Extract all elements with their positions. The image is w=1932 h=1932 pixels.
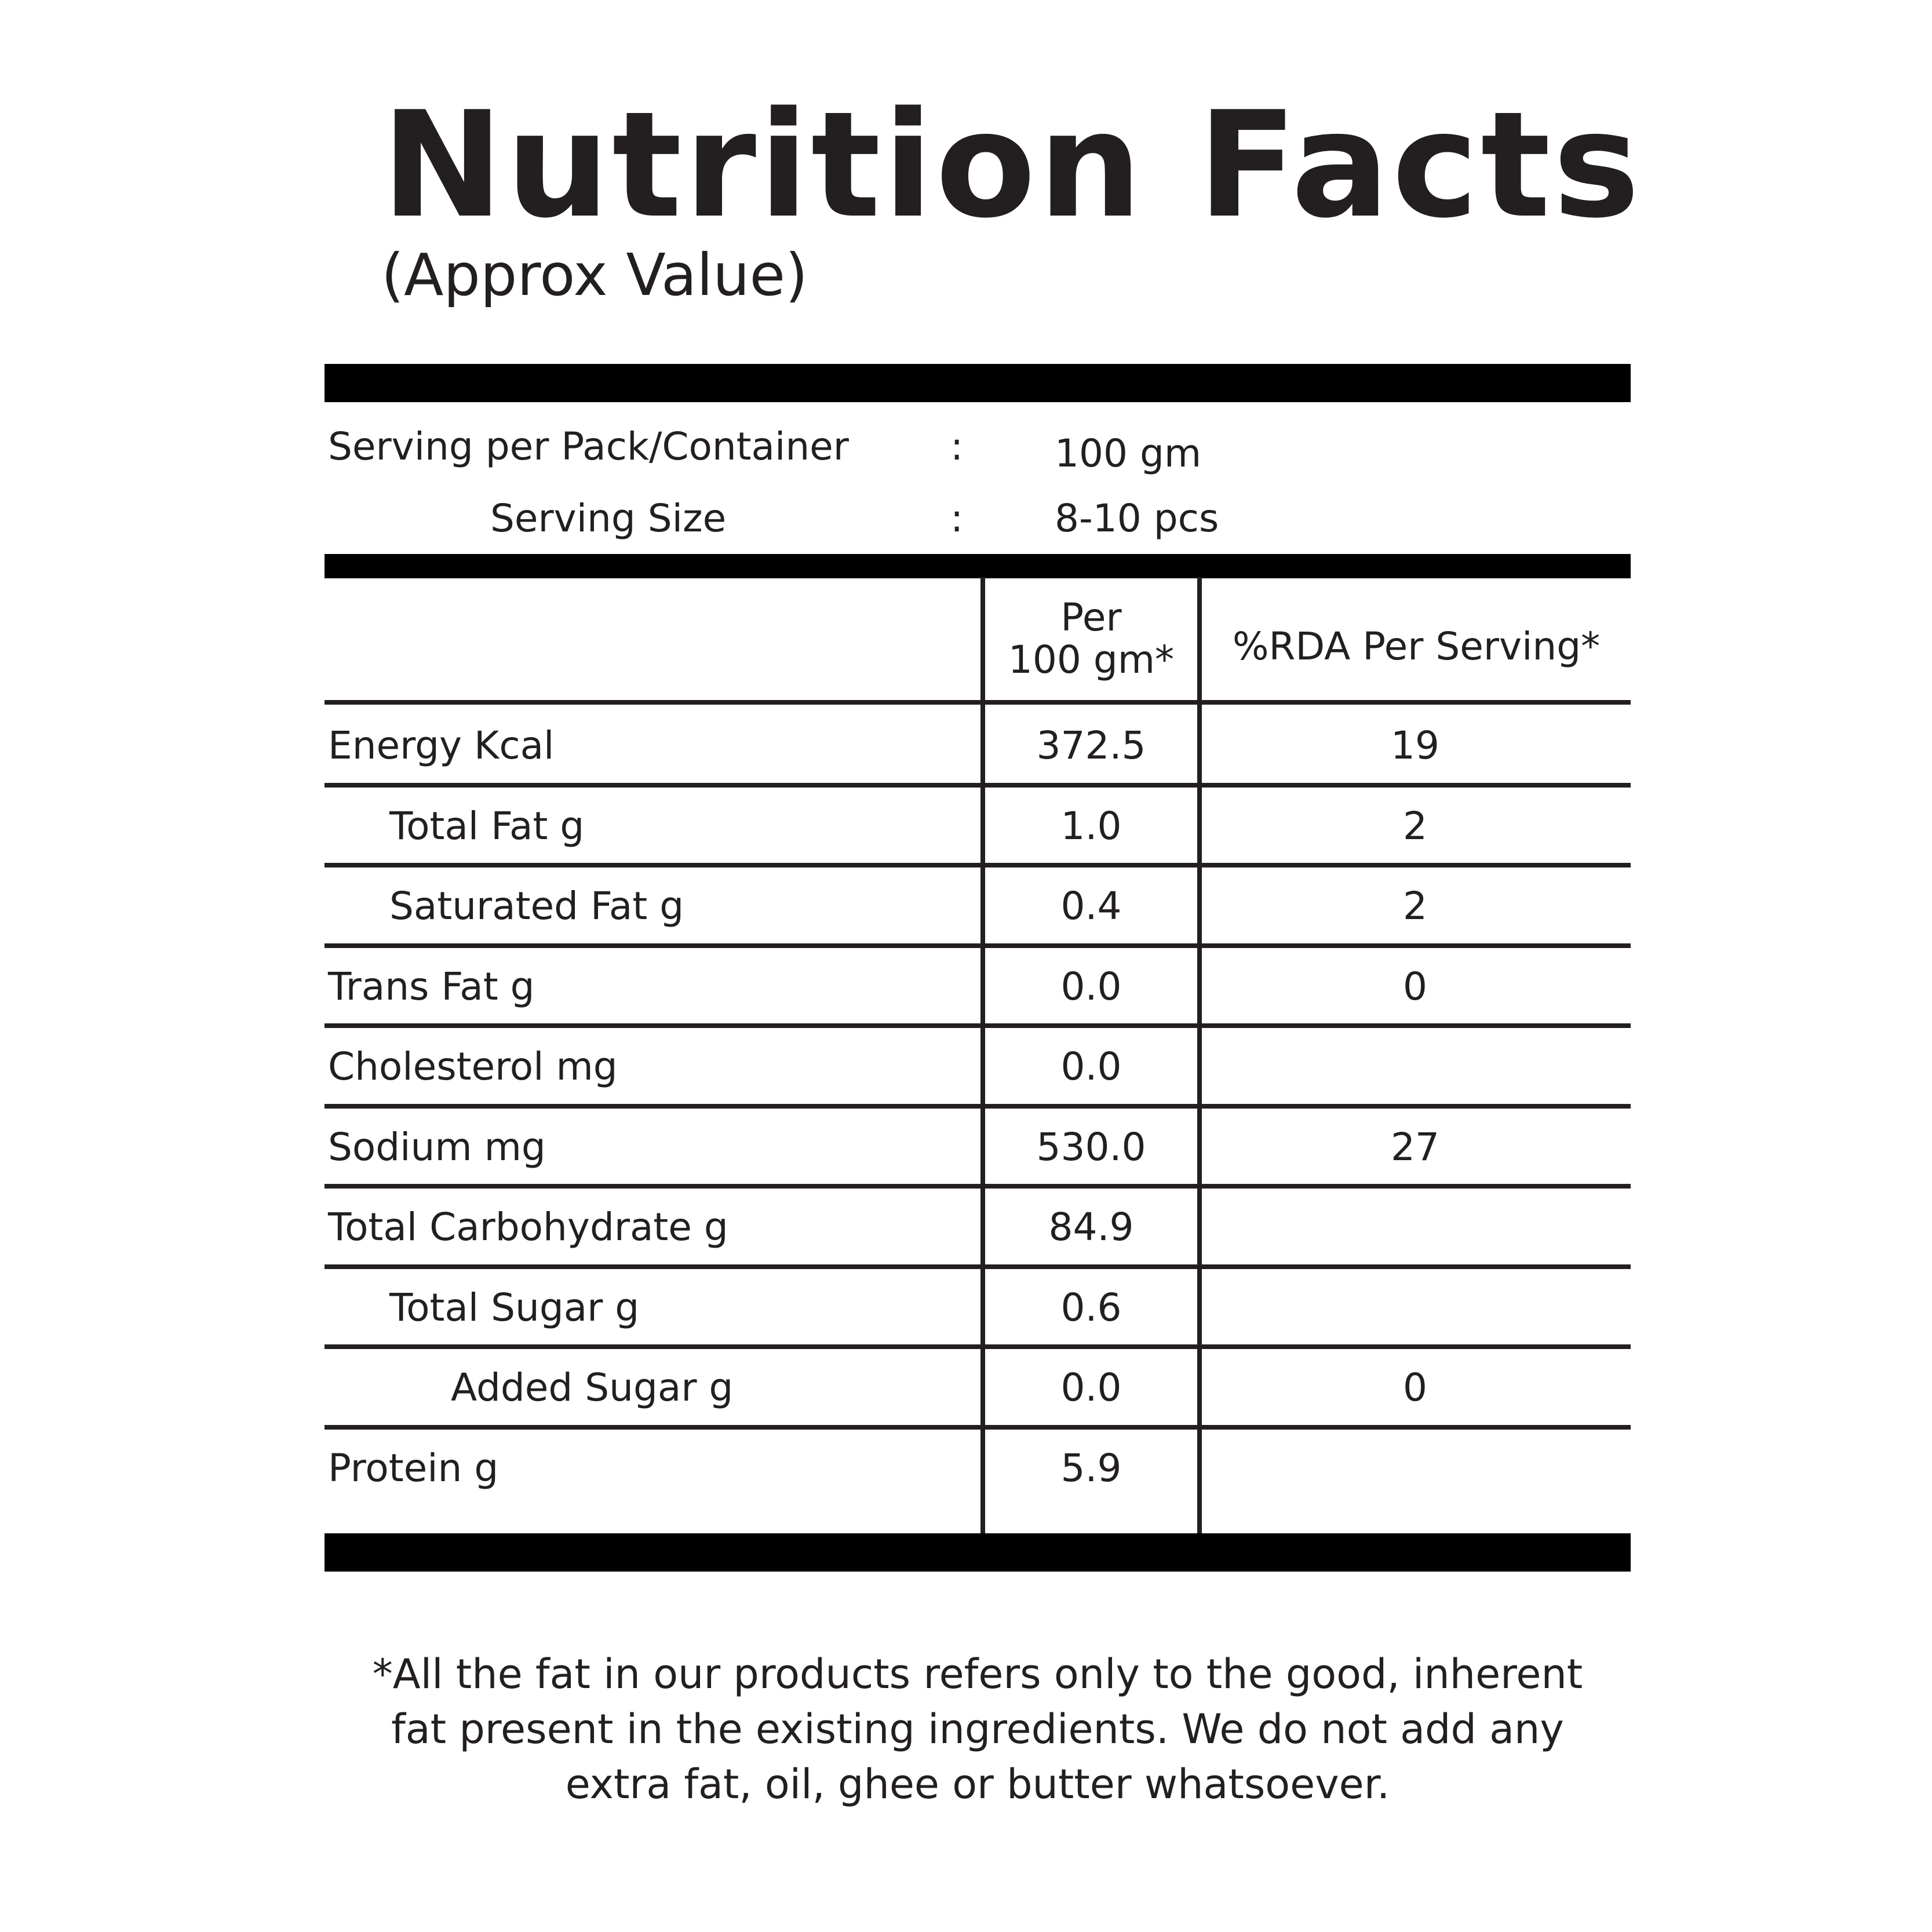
nutrient-name: Saturated Fat g (389, 884, 684, 928)
nutrient-name: Total Sugar g (389, 1285, 640, 1330)
footnote-line-2: fat present in the existing ingredients. We do not add any (391, 1705, 1564, 1753)
row-rule (325, 1104, 1631, 1109)
per-100gm-value: 0.4 (1060, 884, 1122, 928)
nutrient-name: Protein g (328, 1445, 499, 1490)
bottom-divider-bar (325, 1533, 1631, 1572)
per-100gm-value: 1.0 (1060, 803, 1122, 848)
nutrient-name: Added Sugar g (451, 1365, 734, 1410)
footnote-line-1: *All the fat in our products refers only to the good, inherent (372, 1650, 1583, 1698)
row-rule (325, 1344, 1631, 1349)
footnote (325, 1647, 1631, 1812)
row-rule (325, 1425, 1631, 1430)
row-rule (325, 863, 1631, 867)
per-100gm-value: 0.6 (1060, 1285, 1122, 1330)
nutrient-name: Energy Kcal (328, 723, 555, 768)
row-rule (325, 783, 1631, 788)
per-100gm-value: 0.0 (1060, 964, 1122, 1009)
serving-size-value: 8-10 pcs (1055, 496, 1219, 541)
page-title: Nutrition Facts (381, 81, 1642, 250)
serving-size-label: Serving Size (490, 496, 727, 541)
page-subtitle: (Approx Value) (381, 241, 808, 309)
footnote-line-3: extra fat, oil, ghee or butter whatsoever. (565, 1760, 1390, 1808)
per-100gm-value: 5.9 (1060, 1445, 1122, 1490)
per-100gm-value: 0.0 (1060, 1044, 1122, 1089)
header-per-line1: Per (1060, 595, 1122, 640)
nutrient-name: Sodium mg (328, 1124, 546, 1169)
rda-value: 0 (1403, 964, 1427, 1009)
row-rule (325, 943, 1631, 948)
rda-value: 0 (1403, 1365, 1427, 1410)
per-100gm-value: 84.9 (1048, 1205, 1134, 1249)
per-100gm-value: 372.5 (1036, 723, 1146, 768)
rda-value: 19 (1391, 723, 1439, 768)
nutrient-name: Total Carbohydrate g (328, 1205, 728, 1249)
per-100gm-value: 0.0 (1060, 1365, 1122, 1410)
serving-per-pack-label: Serving per Pack/Container (328, 424, 849, 469)
rda-value: 2 (1403, 803, 1427, 848)
nutrient-name: Cholesterol mg (328, 1044, 618, 1089)
serving-divider-bar (325, 554, 1631, 578)
serving-per-pack-colon: : (950, 424, 964, 469)
serving-size-colon: : (950, 496, 964, 541)
rda-value: 27 (1391, 1124, 1439, 1169)
serving-per-pack-value: 100 gm (1055, 431, 1202, 476)
row-rule (325, 1184, 1631, 1189)
rda-value: 2 (1403, 884, 1427, 928)
row-rule (325, 1264, 1631, 1269)
header-per-100gm (985, 597, 1197, 681)
per-100gm-value: 530.0 (1036, 1124, 1146, 1169)
header-rule (325, 700, 1631, 705)
row-rule (325, 1023, 1631, 1028)
nutrient-name: Trans Fat g (328, 964, 535, 1009)
header-rda-per-serving: %RDA Per Serving* (1232, 624, 1601, 669)
header-per-line2: 100 gm* (1008, 637, 1175, 682)
top-divider-bar (325, 364, 1631, 402)
nutrient-name: Total Fat g (389, 803, 585, 848)
